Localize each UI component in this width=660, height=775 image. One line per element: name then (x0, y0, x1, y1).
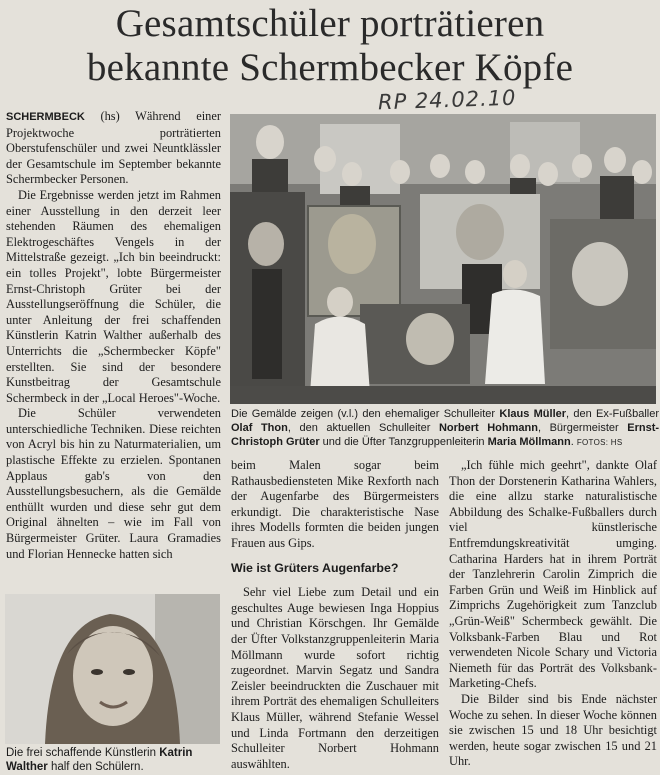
caption-text-6: . (570, 436, 574, 448)
caption-text-2: , den Ex-Fußballer (566, 408, 660, 420)
article-paragraph-4: beim Malen sogar beim Rathausbediensteten Mike Rexforth nach der Augenfarbe des Bürgermeisters erkundigt. Die charakteristische Nase ihres Modells formten die beiden jungen Frauen aus Gips. (231, 458, 439, 550)
article-column-1 (6, 109, 221, 579)
article-paragraph-6: „Ich fühle mich geehrt", dankte Olaf Thon der Dorstenerin Katharina Wahlers, die eine allzu starke naturalistische Abbildung des Schalke-Fußballers durch viel künstlerische Entfremdungskreativität umging. Catharina Harders hat in ihrem Porträt der Tanzlehrerin Carolin Zimprich die Farben Grün und Weiß im Hinblick auf Zimprichs Zugehörigkeit zum Tanzclub „Grün-Weiß" Schermbeck gewählt. Die Volksbank-Farben Blau und Rot verwendeten Nicole Schary und Victoria Niemeth für das Porträt des Volksbank-Marketing-Chefs. (449, 458, 657, 691)
portrait-caption-text-2: half den Schülern. (47, 761, 144, 773)
group-photo-caption (231, 407, 659, 450)
article-paragraph-7: Die Bilder sind bis Ende nächster Woche zu sehen. In dieser Woche können sie zwischen 15 und 18 Uhr besichtigt werden, heute sogar zwischen 15 und 21 Uhr. (449, 691, 657, 769)
article-column-3 (449, 458, 657, 774)
group-photo-illustration (230, 114, 656, 404)
group-photo (230, 114, 656, 404)
artist-portrait-photo (5, 594, 220, 744)
article-paragraph-3: Die Schüler verwendeten unterschiedliche Techniken. Diese reichten von Acryl bis hin zu Naturmaterialien, um plastische Effekte zu erzielen. Spontanen Applaus gab's von den Ausstellungsbesuchern, als die Gemälde enthüllt wurden und diese sehr gut dem Original ähnelten – wie im Fall von Bürgermeister Grüter. Laura Gramadies und Florian Hennecke hatten sich (6, 406, 221, 561)
handwritten-date-note: RP 24.02.10 (377, 85, 517, 115)
caption-name-klaus-mueller: Klaus Müller (499, 408, 567, 420)
caption-name-norbert-hohmann: Norbert Hohmann (438, 422, 538, 434)
article-paragraph-1 (6, 109, 221, 188)
headline-line-2: bekannte Schermbecker Köpfe (86, 46, 574, 89)
article-paragraph-2: Die Ergebnisse werden jetzt im Rahmen einer Ausstellung in den derzeit leer stehenden Räumen des ehemaligen Elektrogeschäftes Vengels in der Mittelstraße gezeigt. „Ich bin beeindruckt: ein tolles Projekt", lobte Bürgermeister Ernst-Christoph Grüter bei der Ausstellungseröffnung die Schüler, die unter Anleitung der frei schaffenden Künstlerin Katrin Walther außerhalb des Unterrichts die „Schermbecker Köpfe" erstellten. Sie sind der besondere Kunstbeitrag der Gesamtschule Schermbeck in der „Local Heroes"-Woche. (6, 187, 221, 405)
headline (0, 2, 660, 90)
caption-text-5: und die Üfter Tanzgruppenleiterin (319, 436, 488, 448)
headline-line-1: Gesamtschüler porträtieren (115, 2, 545, 45)
artist-portrait-illustration (5, 594, 220, 744)
dateline: SCHERMBECK (6, 111, 85, 123)
caption-text-4: , Bürgermeister (537, 422, 628, 434)
photo-credit: FOTOS: HS (576, 438, 623, 447)
article-paragraph-1-text: (hs) Während einer Projektwoche porträtierten Oberstufenschüler und zwei Neuntklässler der Gesamtschule im September bekannte Schermbecker Personen. (6, 109, 221, 187)
article-subheading: Wie ist Grüters Augenfarbe? (231, 560, 399, 575)
article-paragraph-5: Sehr viel Liebe zum Detail und ein geschultes Auge bewiesen Inga Hoppius und Christian Körschgen. Ihr Gemälde der Üfter Volkstanzgruppenleiterin Maria Möllmann wurde sofort richtig zugeordnet. Marvin Segatz und Sandra Zeisler beeindruckten die Zuschauer mit ihrem Porträt des ehemaligen Schulleiters Klaus Müller, während Stefanie Wessel und Linda Fortmann den derzeitigen Schulleiter Norbert Hohmann auswählten. (231, 585, 439, 771)
caption-name-olaf-thon: Olaf Thon (231, 422, 288, 434)
portrait-caption-text-1: Die frei schaffende Künstlerin (6, 747, 160, 759)
caption-name-ernst-christoph-grueter: Ernst-Christoph Grüter (231, 422, 660, 448)
caption-text-3: , den aktuellen Schulleiter (287, 422, 439, 434)
artist-portrait-caption (6, 746, 221, 774)
caption-name-maria-moellmann: Maria Möllmann (487, 436, 571, 448)
caption-text-1: Die Gemälde zeigen (v.l.) den ehemaliger Schulleiter (231, 408, 500, 420)
article-column-2 (231, 458, 439, 774)
portrait-caption-name: Katrin Walther (6, 747, 193, 773)
